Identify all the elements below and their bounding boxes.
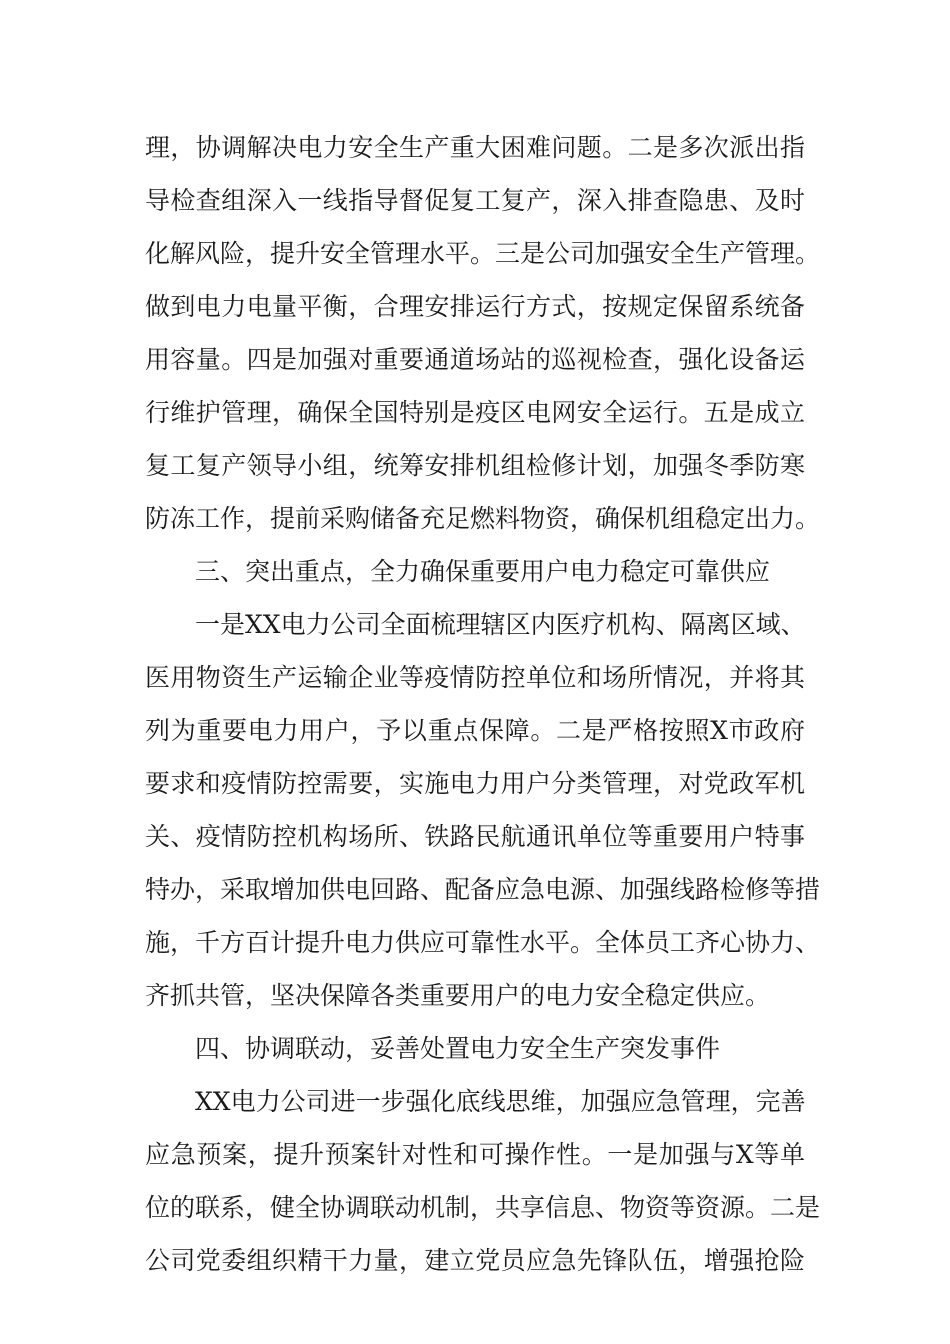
paragraph-line: 应急预案，提升预案针对性和可操作性。一是加强与X等单	[145, 1140, 805, 1169]
paragraph-line: 施，千方百计提升电力供应可靠性水平。全体员工齐心协力、	[145, 928, 821, 957]
paragraph-line: 化解风险，提升安全管理水平。三是公司加强安全生产管理。	[145, 239, 821, 268]
paragraph-line: 理，协调解决电力安全生产重大困难问题。二是多次派出指	[145, 133, 805, 162]
paragraph-line: 复工复产领导小组，统筹安排机组检修计划，加强冬季防寒	[145, 451, 805, 480]
section-heading: 四、协调联动，妥善处置电力安全生产突发事件	[195, 1034, 721, 1063]
paragraph-line: 用容量。四是加强对重要通道场站的巡视检查，强化设备运	[145, 345, 805, 374]
paragraph-line: 防冻工作，提前采购储备充足燃料物资，确保机组稳定出力。	[145, 504, 821, 533]
paragraph-line: XX电力公司进一步强化底线思维，加强应急管理，完善	[195, 1087, 806, 1116]
paragraph-line: 一是XX电力公司全面梳理辖区内医疗机构、隔离区域、	[195, 610, 806, 639]
paragraph-line: 要求和疫情防控需要，实施电力用户分类管理，对党政军机	[145, 769, 805, 798]
paragraph-line: 位的联系，健全协调联动机制，共享信息、物资等资源。二是	[145, 1193, 821, 1222]
paragraph-line: 做到电力电量平衡，合理安排运行方式，按规定保留系统备	[145, 292, 805, 321]
paragraph-line: 导检查组深入一线指导督促复工复产，深入排查隐患、及时	[145, 186, 805, 215]
paragraph-line: 关、疫情防控机构场所、铁路民航通讯单位等重要用户特事	[145, 822, 805, 851]
section-heading: 三、突出重点，全力确保重要用户电力稳定可靠供应	[195, 557, 771, 586]
document-body	[145, 121, 821, 1287]
paragraph-line: 齐抓共管，坚决保障各类重要用户的电力安全稳定供应。	[145, 981, 771, 1010]
paragraph-line: 医用物资生产运输企业等疫情防控单位和场所情况，并将其	[145, 663, 805, 692]
paragraph-line: 列为重要电力用户，予以重点保障。二是严格按照X市政府	[145, 716, 805, 745]
paragraph-line: 行维护管理，确保全国特别是疫区电网安全运行。五是成立	[145, 398, 805, 427]
paragraph-line: 公司党委组织精干力量，建立党员应急先锋队伍，增强抢险	[145, 1246, 805, 1275]
paragraph-line: 特办，采取增加供电回路、配备应急电源、加强线路检修等措	[145, 875, 821, 904]
